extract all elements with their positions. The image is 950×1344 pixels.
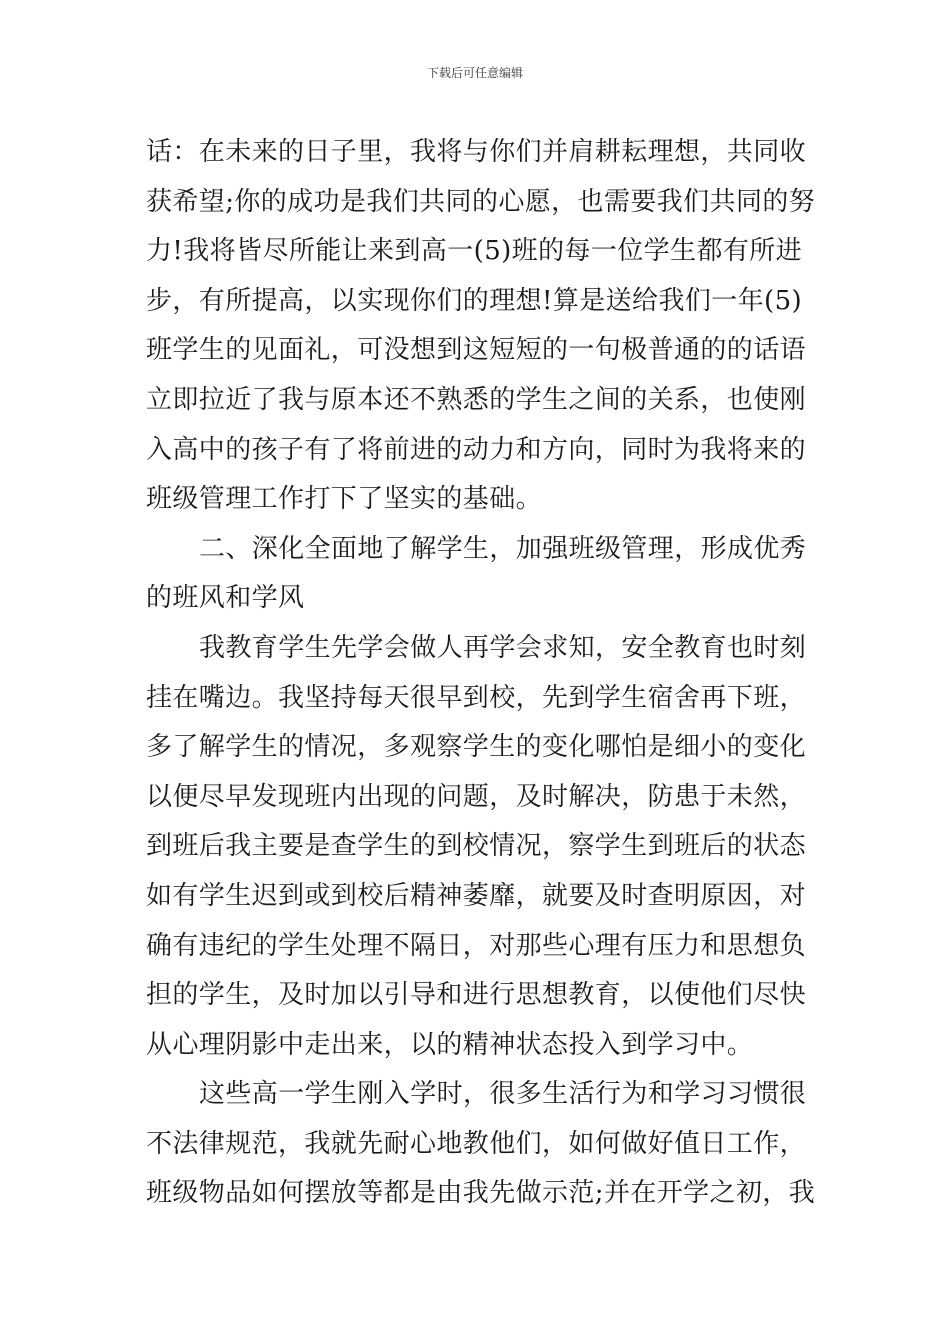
text-line: 担的学生，及时加以引导和进行思想教育，以使他们尽快 <box>146 980 807 1011</box>
text-line: 以便尽早发现班内出现的问题，及时解决，防患于未然， <box>146 781 807 812</box>
text-line: 班级物品如何摆放等都是由我先做示范;并在开学之初，我 <box>146 1178 816 1209</box>
text-line: 不法律规范，我就先耐心地教他们，如何做好值日工作， <box>146 1128 807 1159</box>
section-heading-line: 二、深化全面地了解学生，加强班级管理，形成优秀 <box>199 533 807 564</box>
text-line: 获希望;你的成功是我们共同的心愿，也需要我们共同的努 <box>146 186 816 217</box>
text-line: 多了解学生的情况，多观察学生的变化哪怕是细小的变化 <box>146 732 807 763</box>
text-line: 挂在嘴边。我坚持每天很早到校，先到学生宿舍再下班， <box>146 682 807 713</box>
text-line: 入高中的孩子有了将前进的动力和方向，同时为我将来的 <box>146 434 807 465</box>
text-line: 这些高一学生刚入学时，很多生活行为和学习习惯很 <box>199 1079 807 1110</box>
text-line: 立即拉近了我与原本还不熟悉的学生之间的关系，也使刚 <box>146 384 807 415</box>
page-header: 下载后可任意编辑 <box>426 66 523 80</box>
text-line: 力!我将皆尽所能让来到高一(5)班的每一位学生都有所进 <box>146 236 803 267</box>
text-line: 班级管理工作打下了坚实的基础。 <box>146 484 543 515</box>
section-heading-line: 的班风和学风 <box>146 583 305 614</box>
text-line: 从心理阴影中走出来，以的精神状态投入到学习中。 <box>146 1029 754 1060</box>
text-line: 班学生的见面礼，可没想到这短短的一句极普通的的话语 <box>146 335 807 366</box>
text-line: 步，有所提高，以实现你们的理想!算是送给我们一年(5) <box>146 285 803 316</box>
text-line: 我教育学生先学会做人再学会求知，安全教育也时刻 <box>199 632 807 663</box>
text-line: 到班后我主要是查学生的到校情况，察学生到班后的状态 <box>146 831 807 862</box>
text-line: 确有违纪的学生处理不隔日，对那些心理有压力和思想负 <box>146 930 807 961</box>
document-body <box>146 128 816 1219</box>
text-line: 话：在未来的日子里，我将与你们并肩耕耘理想，共同收 <box>146 137 807 167</box>
text-line: 如有学生迟到或到校后精神萎靡，就要及时查明原因，对 <box>146 880 807 911</box>
